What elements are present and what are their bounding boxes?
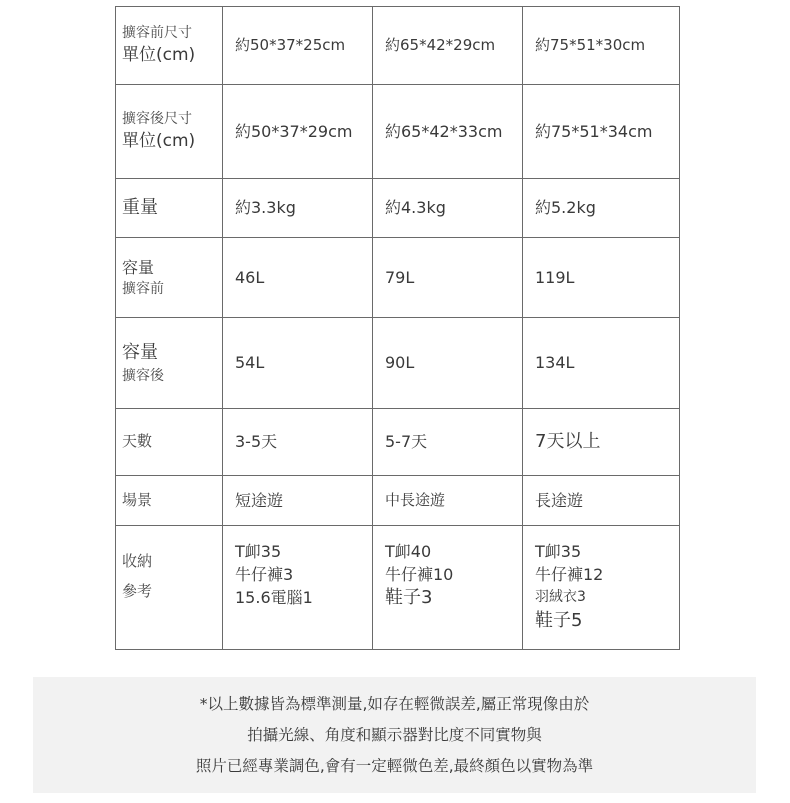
list-item: 牛仔褲10 xyxy=(385,565,454,584)
label-top: 擴容後尺寸 xyxy=(122,111,192,128)
row-label xyxy=(116,238,223,318)
list-item: T卹35 xyxy=(235,542,282,561)
table-cell xyxy=(373,526,523,650)
table-cell: 中長途遊 xyxy=(373,476,523,526)
table-cell: 約75*51*34cm xyxy=(523,85,680,179)
table-cell: 約75*51*30cm xyxy=(523,7,680,85)
list-item: 牛仔褲12 xyxy=(535,565,604,584)
label-main: 天數 xyxy=(122,432,153,451)
table-row xyxy=(116,85,680,179)
table-cell: 90L xyxy=(373,318,523,409)
label-sub: 擴容後 xyxy=(122,367,164,384)
label-sub: 擴容前 xyxy=(122,280,164,297)
list-item: 牛仔褲3 xyxy=(235,565,294,584)
table-row xyxy=(116,409,680,476)
row-label xyxy=(116,409,223,476)
table-row xyxy=(116,318,680,409)
list-item: 15.6電腦1 xyxy=(235,588,313,607)
table-cell: 3-5天 xyxy=(223,409,373,476)
table-cell: 約65*42*33cm xyxy=(373,85,523,179)
note-line: 照片已經專業調色,會有一定輕微色差,最終顏色以實物為準 xyxy=(195,757,594,775)
list-item: 鞋子5 xyxy=(535,610,583,631)
table-row xyxy=(116,476,680,526)
label-main: 重量 xyxy=(122,196,158,218)
table-cell: 短途遊 xyxy=(223,476,373,526)
table-cell: 約4.3kg xyxy=(373,179,523,238)
list-item: 鞋子3 xyxy=(385,587,433,608)
table-cell: 7天以上 xyxy=(523,409,680,476)
table-row xyxy=(116,238,680,318)
table-cell xyxy=(223,526,373,650)
table-row xyxy=(116,7,680,85)
list-item: 羽絨衣3 xyxy=(535,589,586,605)
table-row xyxy=(116,179,680,238)
label-bottom: 單位(cm) xyxy=(122,131,196,152)
table-cell: 約5.2kg xyxy=(523,179,680,238)
label-bottom: 參考 xyxy=(122,582,153,600)
row-label xyxy=(116,476,223,526)
table-cell: 約50*37*29cm xyxy=(223,85,373,179)
label-main: 場景 xyxy=(122,490,153,509)
row-label xyxy=(116,526,223,650)
table-cell: 134L xyxy=(523,318,680,409)
row-label xyxy=(116,7,223,85)
row-label xyxy=(116,318,223,409)
note-line: *以上數據皆為標準測量,如存在輕微誤差,屬正常現像由於 xyxy=(199,695,590,713)
table-cell: 約65*42*29cm xyxy=(373,7,523,85)
table-cell: 5-7天 xyxy=(373,409,523,476)
row-label xyxy=(116,179,223,238)
table-cell: 79L xyxy=(373,238,523,318)
table-cell: 46L xyxy=(223,238,373,318)
disclaimer-note xyxy=(33,677,756,793)
table-cell: 119L xyxy=(523,238,680,318)
table-cell: 長途遊 xyxy=(523,476,680,526)
label-bottom: 單位(cm) xyxy=(122,45,196,66)
note-line: 拍攝光線、角度和顯示器對比度不同實物與 xyxy=(247,726,542,744)
table-cell xyxy=(523,526,680,650)
table-cell: 約50*37*25cm xyxy=(223,7,373,85)
table-row xyxy=(116,526,680,650)
row-label xyxy=(116,85,223,179)
list-item: T卹35 xyxy=(535,542,582,561)
table-cell: 54L xyxy=(223,318,373,409)
label-main: 容量 xyxy=(122,257,155,277)
label-top: 擴容前尺寸 xyxy=(122,25,192,42)
list-item: T卹40 xyxy=(385,542,432,561)
label-top: 收納 xyxy=(122,552,153,570)
spec-table xyxy=(115,6,680,650)
table-cell: 約3.3kg xyxy=(223,179,373,238)
label-main: 容量 xyxy=(122,341,158,363)
